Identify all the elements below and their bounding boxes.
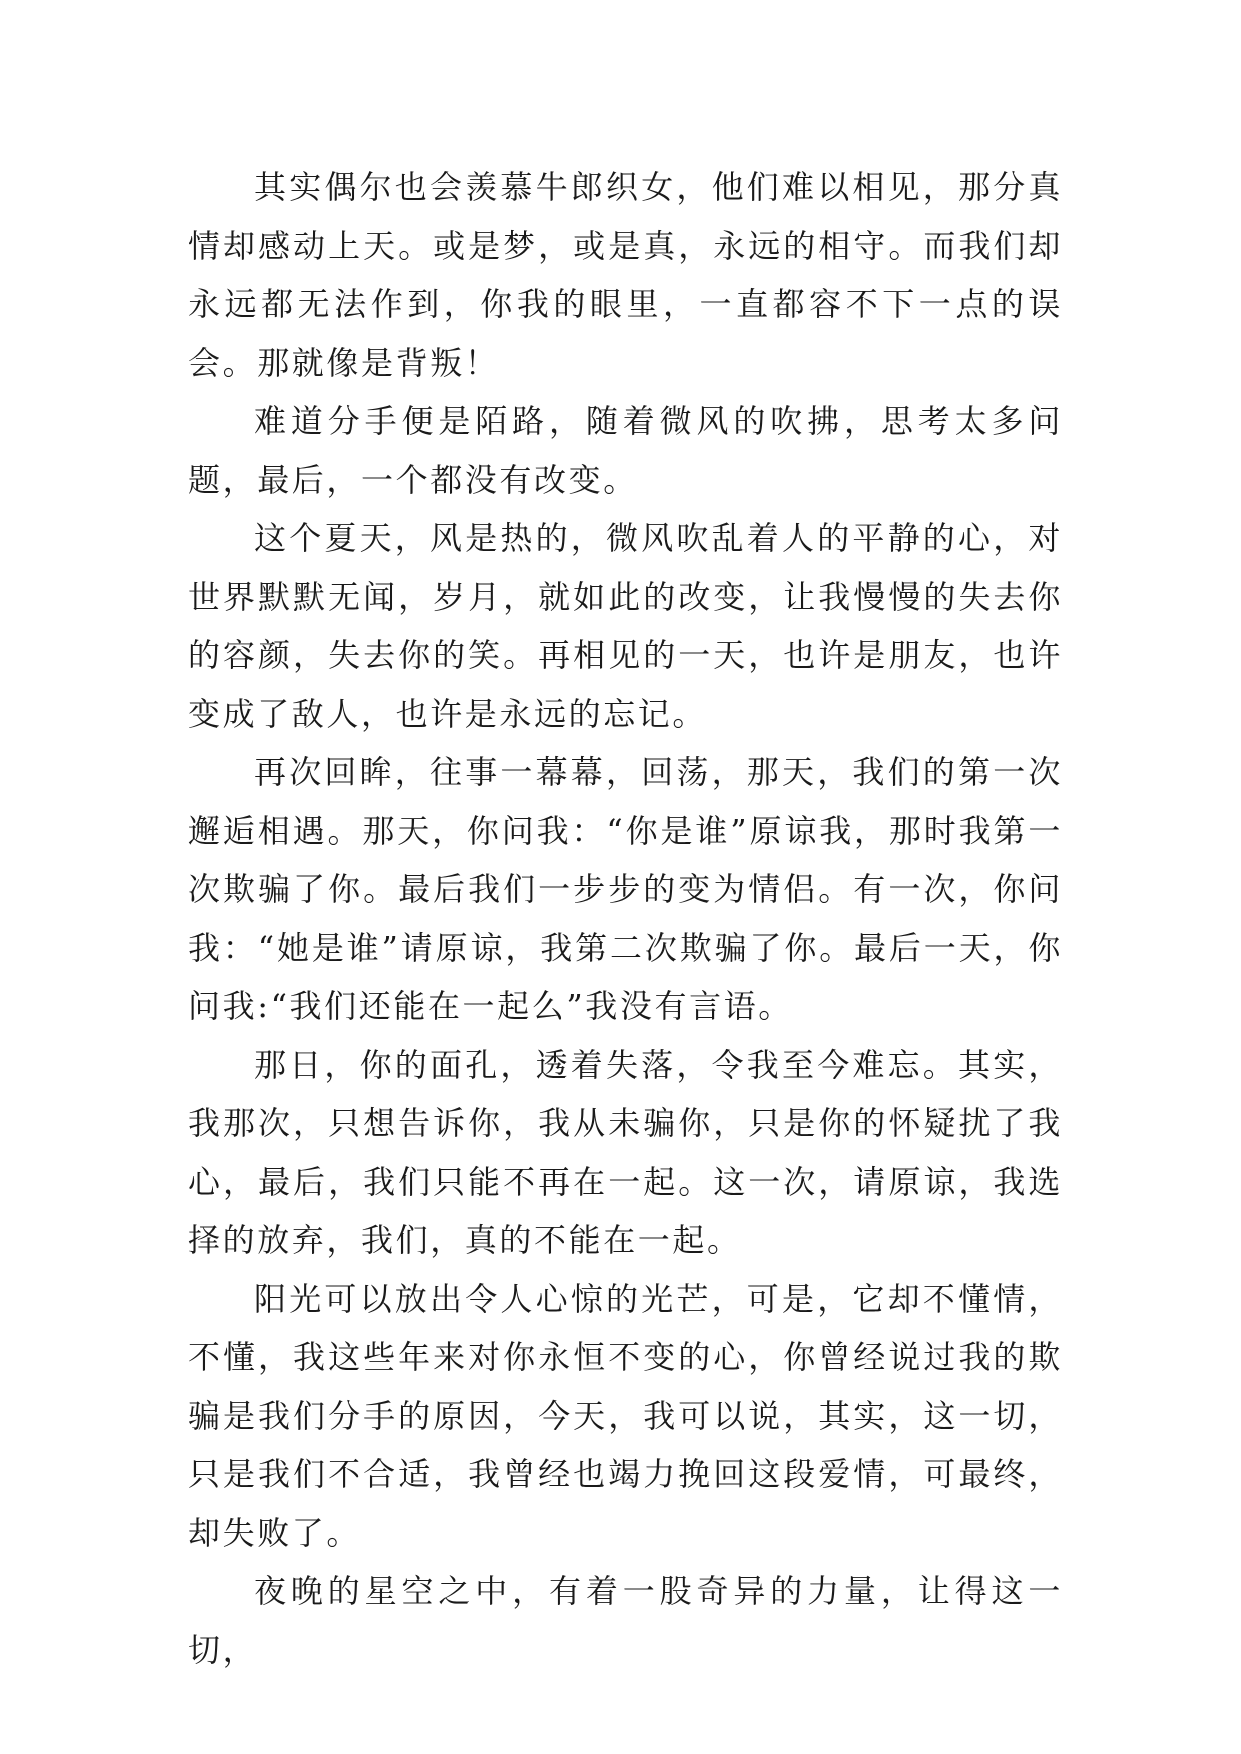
paragraph-7: 夜晚的星空之中，有着一股奇异的力量，让得这一切， xyxy=(188,1572,1063,1669)
paragraph-2: 难道分手便是陌路，随着微风的吹拂，思考太多问题，最后，一个都没有改变。 xyxy=(188,402,1063,499)
paragraph-5: 那日，你的面孔，透着失落，令我至今难忘。其实，我那次，只想告诉你，我从未骗你，只是你的怀疑扰了我心，最后，我们只能不再在一起。这一次，请原谅，我选择的放弃，我们，真的不能在一起。 xyxy=(188,1045,1063,1259)
paragraph-6: 阳光可以放出令人心惊的光芒，可是，它却不懂情，不懂，我这些年来对你永恒不变的心，你曾经说过我的欺骗是我们分手的原因，今天，我可以说，其实，这一切，只是我们不合适，我曾经也竭力挽回这段爱情，可最终，却失败了。 xyxy=(188,1279,1063,1552)
document-body xyxy=(188,158,1063,1679)
paragraph-1: 其实偶尔也会羡慕牛郎织女，他们难以相见，那分真情却感动上天。或是梦，或是真，永远的相守。而我们却永远都无法作到，你我的眼里，一直都容不下一点的误会。那就像是背叛！ xyxy=(188,168,1063,382)
paragraph-3: 这个夏天，风是热的，微风吹乱着人的平静的心，对世界默默无闻，岁月，就如此的改变，让我慢慢的失去你的容颜，失去你的笑。再相见的一天，也许是朋友，也许变成了敌人，也许是永远的忘记。 xyxy=(188,519,1063,733)
paragraph-4: 再次回眸，往事一幕幕，回荡，那天，我们的第一次邂逅相遇。那天，你问我：“你是谁”原谅我，那时我第一次欺骗了你。最后我们一步步的变为情侣。有一次，你问我：“她是谁”请原谅，我第二次欺骗了你。最后一天，你问我:“我们还能在一起么”我没有言语。 xyxy=(188,753,1063,1025)
